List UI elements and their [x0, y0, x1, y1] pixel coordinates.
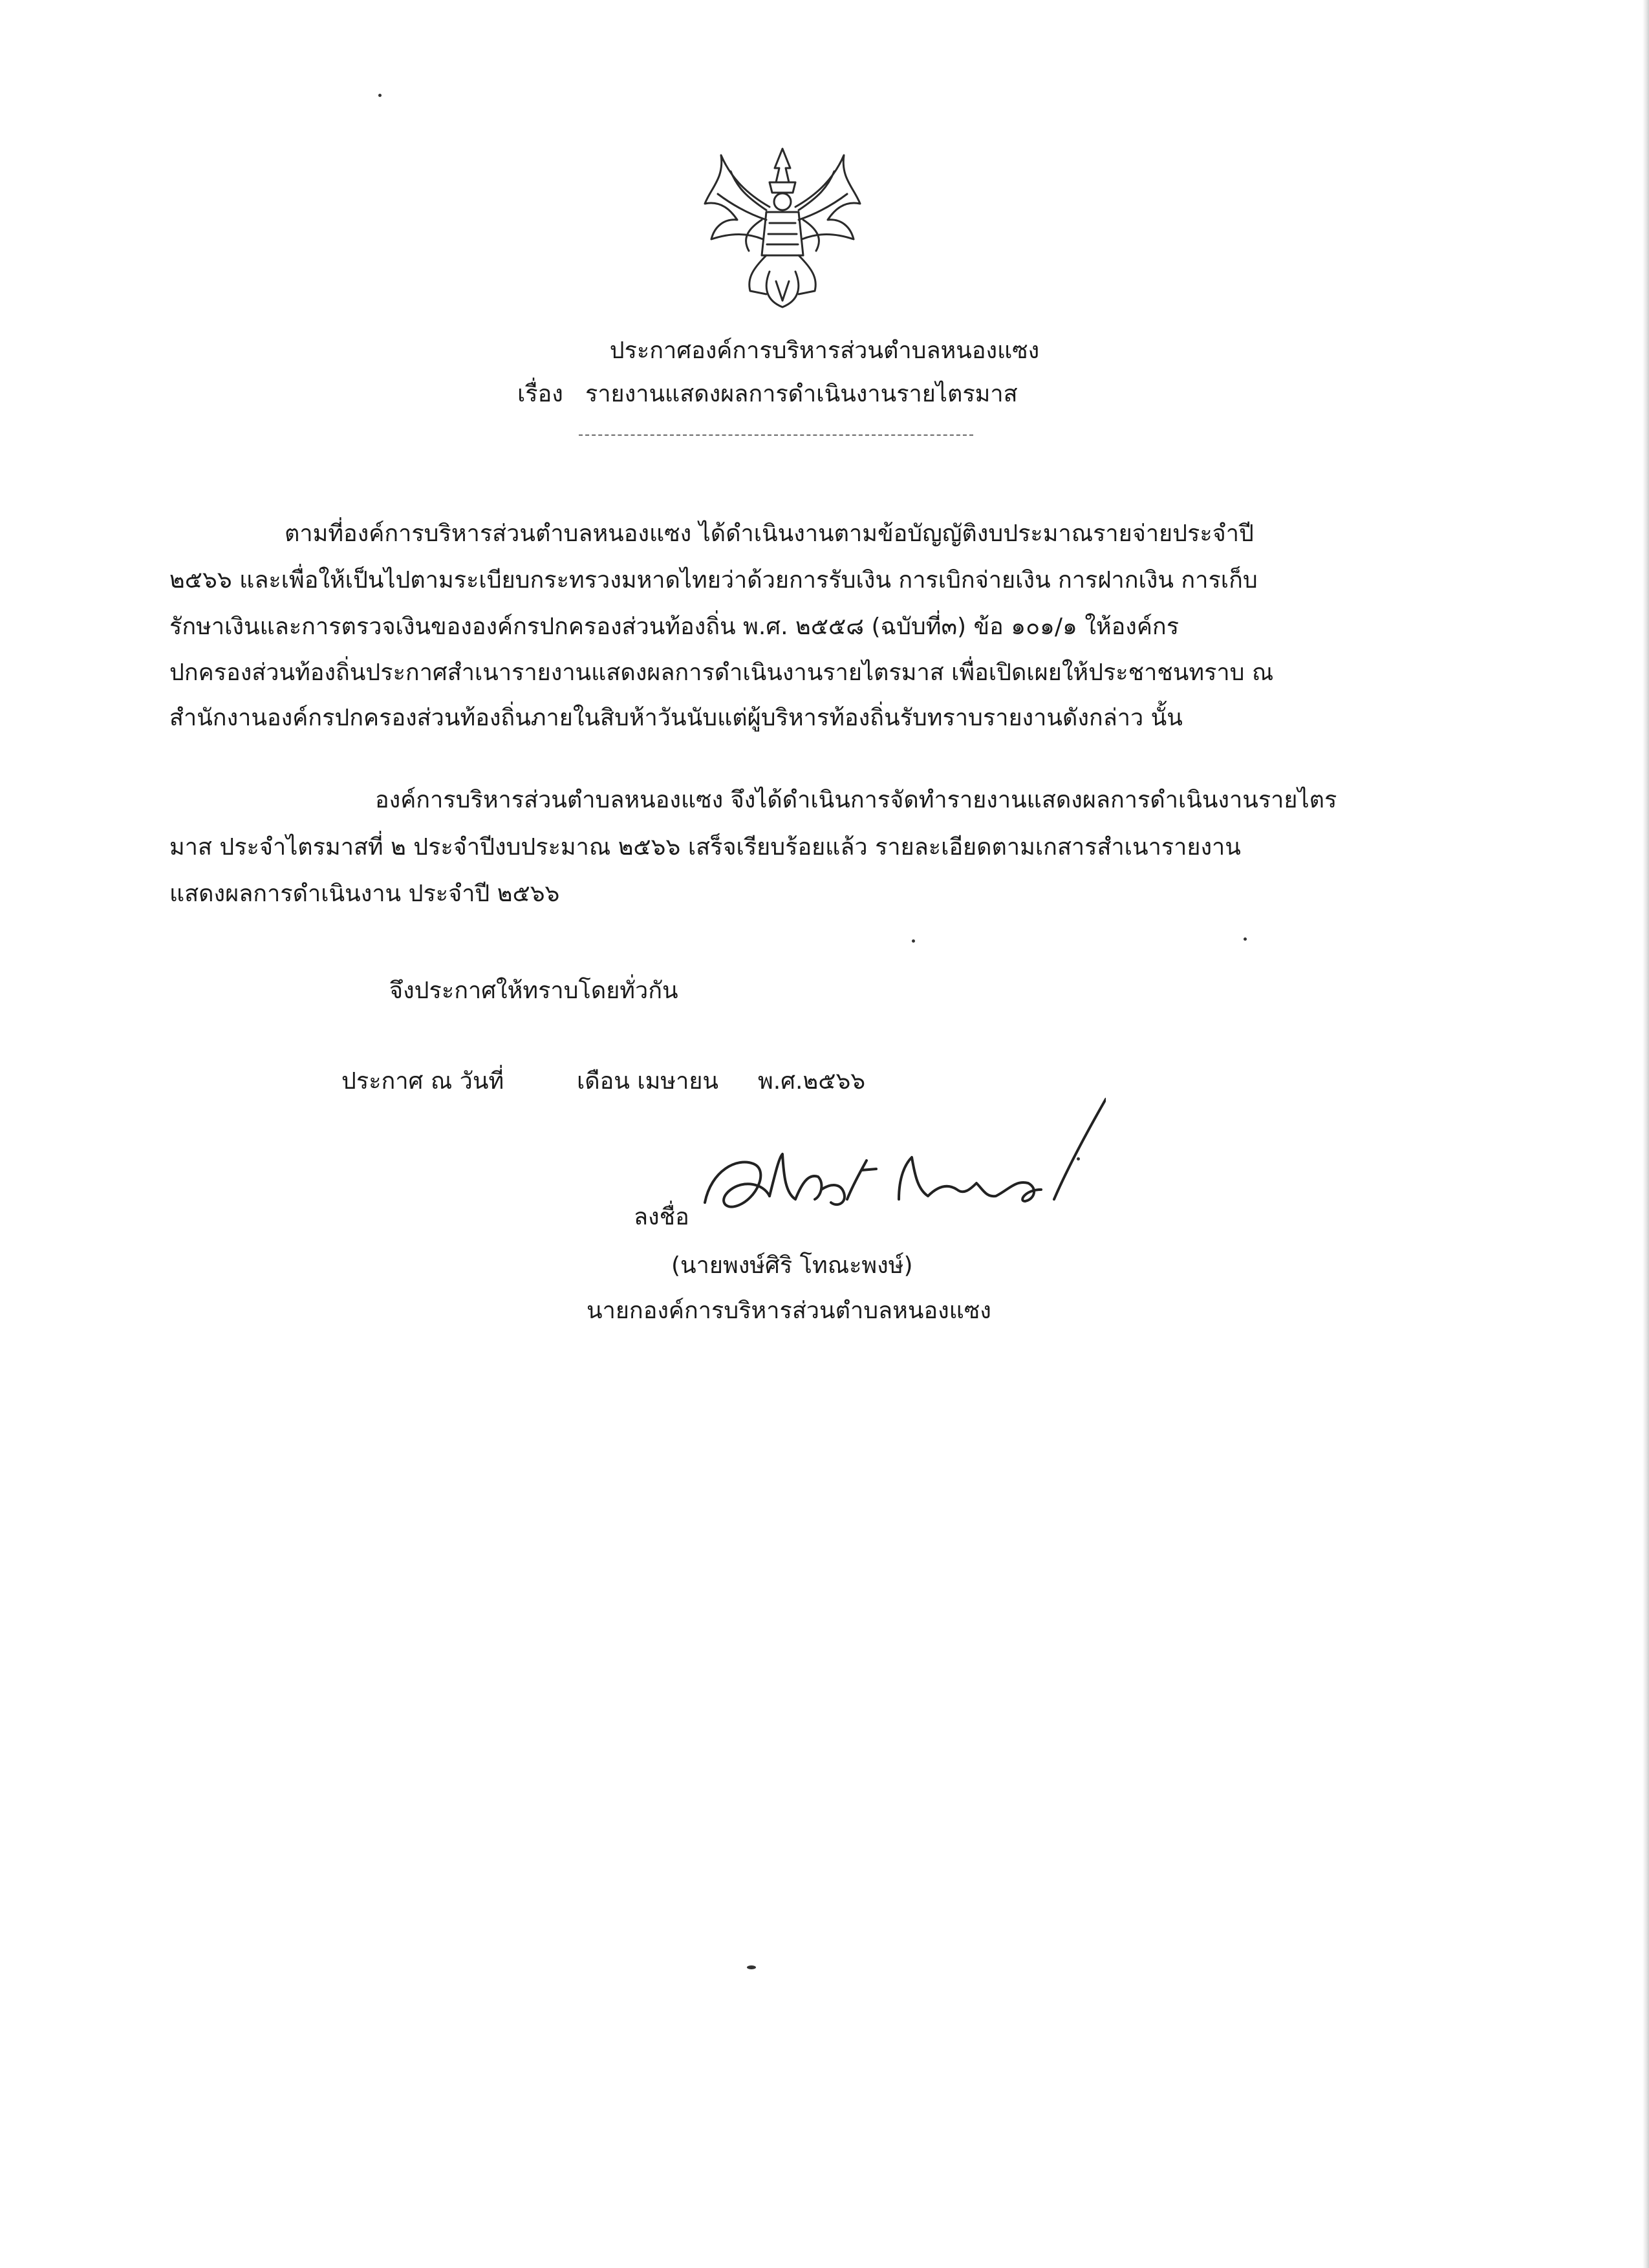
paragraph-1-line: ตามที่องค์การบริหารส่วนตำบลหนองแซง ได้ดำเนินงานตามข้อบัญญัติงบประมาณรายจ่ายประจำปี	[285, 520, 1254, 547]
paragraph-2-line: แสดงผลการดำเนินงาน ประจำปี ๒๕๖๖	[169, 881, 560, 907]
subject-label: เรื่อง	[517, 381, 563, 407]
date-prefix: ประกาศ ณ วันที่	[341, 1068, 504, 1095]
signature-label: ลงชื่อ	[634, 1204, 689, 1230]
paragraph-2-line: องค์การบริหารส่วนตำบลหนองแซง จึงได้ดำเนินการจัดทำรายงานแสดงผลการดำเนินงานรายไตร	[375, 787, 1337, 813]
paragraph-1-line: รักษาเงินและการตรวจเงินขององค์กรปกครองส่วนท้องถิ่น พ.ศ. ๒๕๕๘ (ฉบับที่๓) ข้อ ๑๐๑/๑ ให้องค์กร	[169, 614, 1180, 640]
scan-speck	[912, 939, 915, 943]
scan-speck	[747, 1965, 756, 1969]
scan-edge-shadow	[1643, 0, 1649, 2268]
scan-speck	[378, 94, 382, 97]
paragraph-2-line: มาส ประจำไตรมาสที่ ๒ ประจำปีงบประมาณ ๒๕๖๖ เสร็จเรียบร้อยแล้ว รายละเอียดตามเกสารสำเนารายงาน	[169, 834, 1241, 861]
announcement-title: ประกาศองค์การบริหารส่วนตำบลหนองแซง	[609, 337, 1040, 364]
subject-text: รายงานแสดงผลการดำเนินงานรายไตรมาส	[585, 381, 1018, 407]
scan-speck	[1077, 1157, 1080, 1161]
paragraph-1-line: ปกครองส่วนท้องถิ่นประกาศสำเนารายงานแสดงผลการดำเนินงานรายไตรมาส เพื่อเปิดเผยให้ประชาชนทราบ ณ	[169, 659, 1274, 686]
garuda-emblem-icon	[685, 142, 879, 314]
signatory-name: (นายพงษ์ศิริ โทณะพงษ์)	[671, 1252, 913, 1279]
paragraph-1-line: สำนักงานองค์กรปกครองส่วนท้องถิ่นภายในสิบห้าวันนับแต่ผู้บริหารท้องถิ่นรับทราบรายงานดังกล่าว นั้น	[169, 705, 1183, 731]
date-month: เดือน เมษายน	[577, 1068, 719, 1095]
date-year: พ.ศ.๒๕๖๖	[758, 1068, 866, 1095]
handwritten-signature	[692, 1093, 1106, 1248]
title-divider	[579, 434, 973, 436]
signatory-title: นายกองค์การบริหารส่วนตำบลหนองแซง	[587, 1298, 991, 1324]
scan-speck	[1244, 937, 1247, 941]
announce-statement: จึงประกาศให้ทราบโดยทั่วกัน	[389, 978, 678, 1004]
paragraph-1-line: ๒๕๖๖ และเพื่อให้เป็นไปตามระเบียบกระทรวงมหาดไทยว่าด้วยการรับเงิน การเบิกจ่ายเงิน การฝากเงิน การเก็บ	[169, 567, 1258, 594]
